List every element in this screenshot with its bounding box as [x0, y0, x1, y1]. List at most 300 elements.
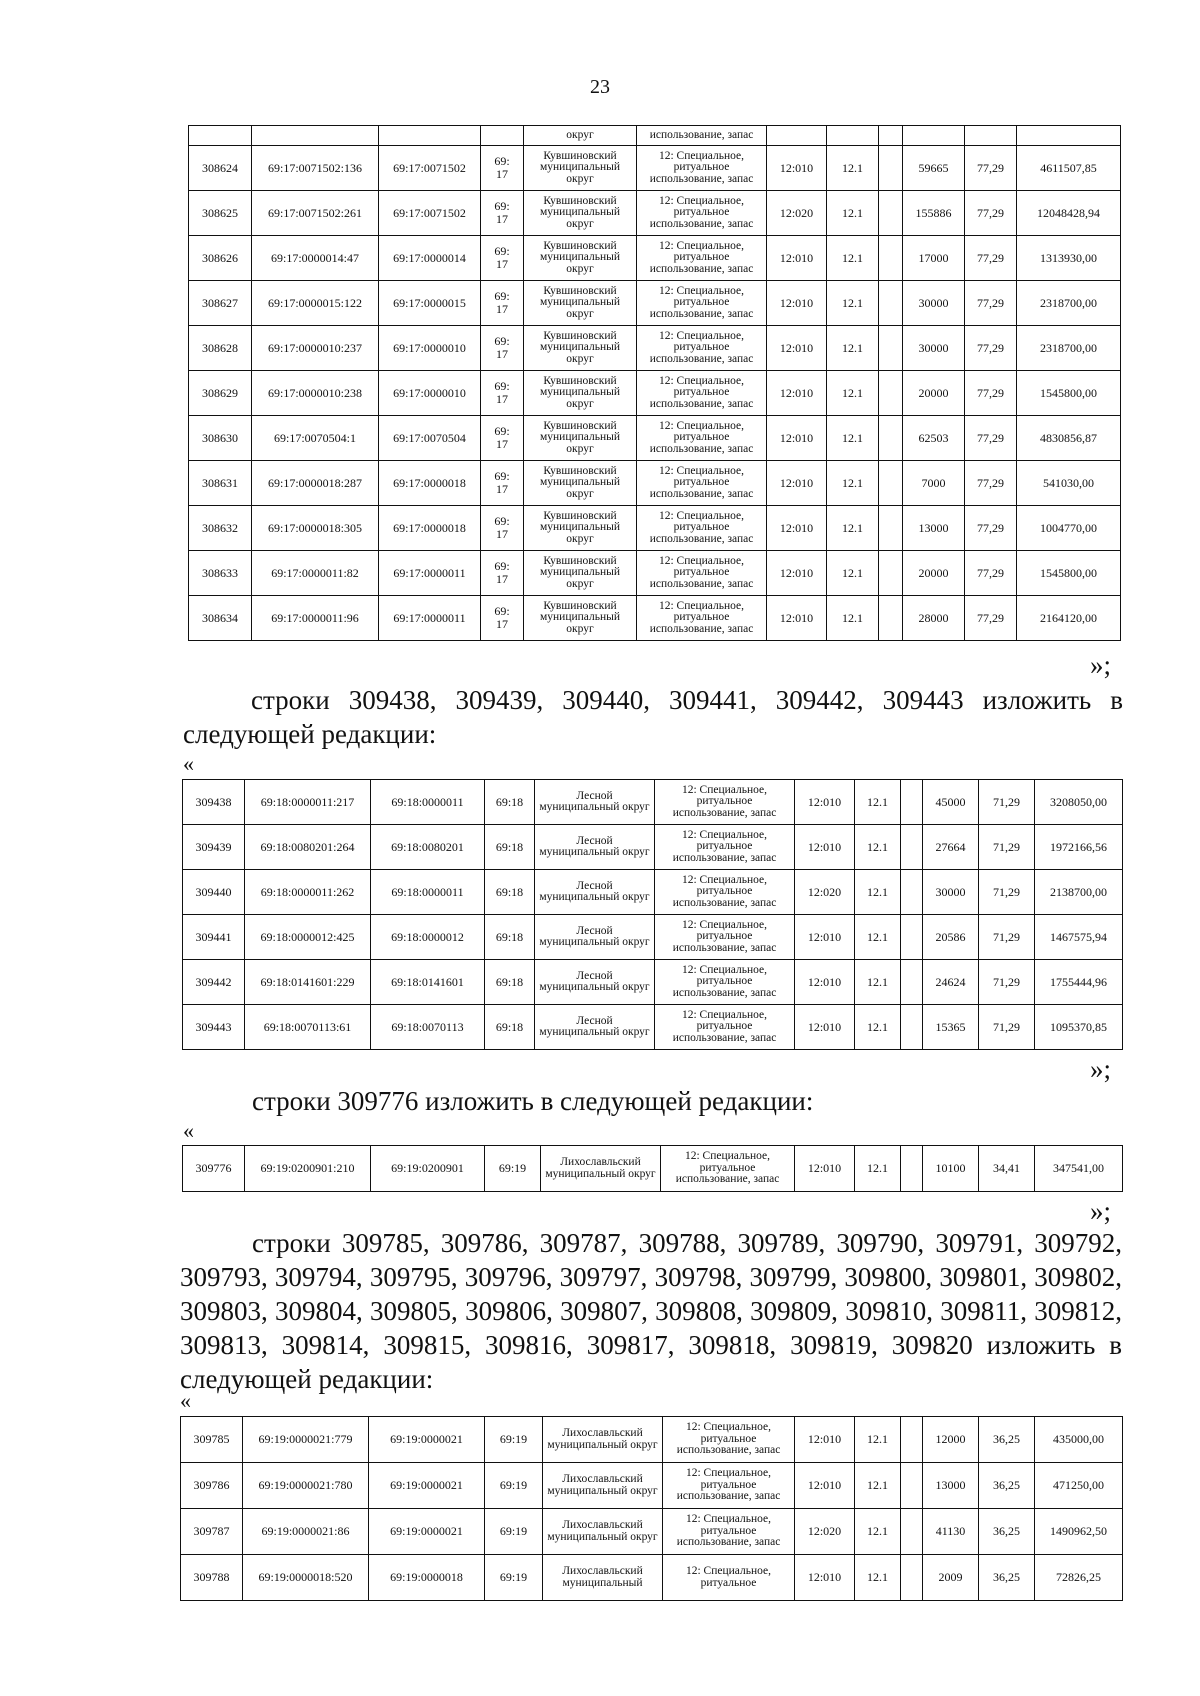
cell-district-code: 69:18 [485, 780, 535, 825]
cell-row-number: 308634 [189, 596, 252, 641]
cell-group-code [767, 126, 827, 146]
cell-land-use-category: 12: Специальное, ритуальное использование, запас [637, 596, 767, 641]
cell-quarter-number: 69:19:0000021 [369, 1463, 485, 1509]
cell-land-use-category: 12: Специальное, ритуальное использование, запас [663, 1417, 795, 1463]
cell-area: 13000 [923, 1463, 979, 1509]
cell-specific-value: 71,29 [979, 780, 1035, 825]
cell-municipality: Кувшиновский муниципальный округ [524, 281, 637, 326]
cell-group-code: 12:020 [795, 870, 855, 915]
cell-row-number: 309442 [183, 960, 245, 1005]
cell-municipality: Кувшиновский муниципальный округ [524, 596, 637, 641]
cell-subgroup: 12.1 [855, 915, 901, 960]
cell-specific-value: 36,25 [979, 1555, 1035, 1601]
cell-land-use-category: 12: Специальное, ритуальное использование, запас [655, 825, 795, 870]
cell-municipality: Кувшиновский муниципальный округ [524, 416, 637, 461]
cell-district-code [481, 126, 524, 146]
cell-land-use-category: 12: Специальное, ритуальное использование, запас [637, 506, 767, 551]
cell-group-code: 12:010 [795, 1417, 855, 1463]
cell-subgroup: 12.1 [827, 461, 879, 506]
table-row [183, 960, 1123, 1005]
table-row [181, 1463, 1123, 1509]
cell-subgroup: 12.1 [827, 416, 879, 461]
cell-subgroup: 12.1 [855, 825, 901, 870]
cell-quarter-number: 69:17:0071502 [379, 146, 481, 191]
cell-quarter-number: 69:18:0070113 [371, 1005, 485, 1050]
cell-land-use-category: 12: Специальное, ритуальное использование, запас [655, 915, 795, 960]
cell-quarter-number: 69:18:0080201 [371, 825, 485, 870]
cell-cadastral-number: 69:18:0080201:264 [245, 825, 371, 870]
cell-area: 2009 [923, 1555, 979, 1601]
cell-empty-cell [879, 191, 903, 236]
cell-cadastral-number: 69:17:0000011:82 [252, 551, 379, 596]
cell-subgroup: 12.1 [827, 371, 879, 416]
closing-quote: »; [1090, 1196, 1112, 1226]
cell-land-use-category: использование, запас [637, 126, 767, 146]
cell-land-use-category: 12: Специальное, ритуальное использование, запас [637, 281, 767, 326]
cell-area: 12000 [923, 1417, 979, 1463]
cell-cadastral-number: 69:18:0141601:229 [245, 960, 371, 1005]
cell-land-use-category: 12: Специальное, ритуальное использование, запас [663, 1463, 795, 1509]
cell-group-code: 12:010 [795, 1463, 855, 1509]
cell-empty-cell [879, 506, 903, 551]
cell-land-use-category: 12: Специальное, ритуальное использование, запас [637, 461, 767, 506]
cell-cadastral-value: 1545800,00 [1017, 371, 1121, 416]
cell-quarter-number: 69:18:0141601 [371, 960, 485, 1005]
cell-group-code: 12:010 [767, 416, 827, 461]
cell-quarter-number: 69:19:0000021 [369, 1417, 485, 1463]
cell-district-code: 69: 17 [481, 461, 524, 506]
cell-cadastral-value: 72826,25 [1035, 1555, 1123, 1601]
table-row [183, 780, 1123, 825]
cell-municipality: Лесной муниципальный округ [535, 870, 655, 915]
cell-subgroup: 12.1 [827, 506, 879, 551]
cell-row-number: 308629 [189, 371, 252, 416]
cell-cadastral-value [1017, 126, 1121, 146]
cell-cadastral-value: 4611507,85 [1017, 146, 1121, 191]
cell-empty-cell [901, 1509, 923, 1555]
cell-quarter-number: 69:18:0000012 [371, 915, 485, 960]
cell-cadastral-value: 1004770,00 [1017, 506, 1121, 551]
cell-row-number: 308628 [189, 326, 252, 371]
cell-municipality: Кувшиновский муниципальный округ [524, 461, 637, 506]
cell-area: 13000 [903, 506, 965, 551]
cell-land-use-category: 12: Специальное, ритуальное использование, запас [637, 416, 767, 461]
cell-specific-value: 77,29 [965, 551, 1017, 596]
cell-cadastral-value: 2318700,00 [1017, 326, 1121, 371]
cell-cadastral-number: 69:18:0000011:262 [245, 870, 371, 915]
cell-cadastral-value: 1545800,00 [1017, 551, 1121, 596]
cell-subgroup: 12.1 [827, 146, 879, 191]
cell-subgroup: 12.1 [855, 780, 901, 825]
cell-row-number [189, 126, 252, 146]
cell-cadastral-number: 69:17:0000018:287 [252, 461, 379, 506]
cell-row-number: 308627 [189, 281, 252, 326]
table-row [183, 1005, 1123, 1050]
table-row [189, 551, 1121, 596]
cell-specific-value: 36,25 [979, 1463, 1035, 1509]
cell-area: 155886 [903, 191, 965, 236]
cell-empty-cell [901, 870, 923, 915]
cell-group-code: 12:010 [795, 825, 855, 870]
table-row [189, 281, 1121, 326]
cell-subgroup: 12.1 [827, 236, 879, 281]
cell-subgroup: 12.1 [855, 1417, 901, 1463]
cell-area: 20000 [903, 371, 965, 416]
cell-land-use-category: 12: Специальное, ритуальное использование, запас [637, 146, 767, 191]
cell-group-code: 12:010 [767, 146, 827, 191]
cell-row-number: 309786 [181, 1463, 243, 1509]
cell-specific-value: 77,29 [965, 191, 1017, 236]
cell-cadastral-value: 1490962,50 [1035, 1509, 1123, 1555]
opening-quote: « [183, 751, 194, 776]
cell-district-code: 69:18 [485, 870, 535, 915]
cell-land-use-category: 12: Специальное, ритуальное использование, запас [637, 191, 767, 236]
table-row [189, 191, 1121, 236]
cell-area: 10100 [923, 1146, 979, 1192]
cell-cadastral-number: 69:17:0000014:47 [252, 236, 379, 281]
cell-specific-value: 77,29 [965, 326, 1017, 371]
table-row [189, 416, 1121, 461]
cell-cadastral-number: 69:17:0000018:305 [252, 506, 379, 551]
cell-specific-value: 77,29 [965, 416, 1017, 461]
cell-cadastral-number: 69:19:0200901:210 [245, 1146, 371, 1192]
cell-row-number: 308625 [189, 191, 252, 236]
cell-empty-cell [879, 126, 903, 146]
cell-row-number: 309785 [181, 1417, 243, 1463]
cell-group-code: 12:010 [795, 960, 855, 1005]
cell-cadastral-value: 1313930,00 [1017, 236, 1121, 281]
cell-district-code: 69:19 [485, 1146, 541, 1192]
cell-quarter-number: 69:17:0071502 [379, 191, 481, 236]
cell-cadastral-value: 3208050,00 [1035, 780, 1123, 825]
cell-area: 7000 [903, 461, 965, 506]
cell-cadastral-number [252, 126, 379, 146]
cell-area: 41130 [923, 1509, 979, 1555]
cell-cadastral-value: 471250,00 [1035, 1463, 1123, 1509]
cell-land-use-category: 12: Специальное, ритуальное использование, запас [661, 1146, 795, 1192]
cell-district-code: 69: 17 [481, 326, 524, 371]
cell-area: 15365 [923, 1005, 979, 1050]
cell-row-number: 309441 [183, 915, 245, 960]
cell-area: 30000 [903, 326, 965, 371]
cell-group-code: 12:010 [767, 596, 827, 641]
cell-cadastral-value: 2318700,00 [1017, 281, 1121, 326]
table-row [183, 825, 1123, 870]
cell-subgroup: 12.1 [827, 281, 879, 326]
closing-quote: »; [1090, 650, 1112, 680]
cell-row-number: 309788 [181, 1555, 243, 1601]
cell-quarter-number: 69:19:0200901 [371, 1146, 485, 1192]
cell-municipality: округ [524, 126, 637, 146]
cell-specific-value: 71,29 [979, 960, 1035, 1005]
cell-empty-cell [901, 1555, 923, 1601]
cell-group-code: 12:010 [795, 1146, 855, 1192]
cell-land-use-category: 12: Специальное, ритуальное использование, запас [637, 371, 767, 416]
cell-district-code: 69: 17 [481, 146, 524, 191]
cell-municipality: Кувшиновский муниципальный округ [524, 551, 637, 596]
cell-quarter-number: 69:18:0000011 [371, 870, 485, 915]
cell-empty-cell [901, 1005, 923, 1050]
cell-specific-value: 71,29 [979, 1005, 1035, 1050]
cell-specific-value: 71,29 [979, 915, 1035, 960]
registry-table-likhoslavl-single [182, 1145, 1123, 1192]
cell-district-code: 69: 17 [481, 191, 524, 236]
cell-row-number: 308633 [189, 551, 252, 596]
cell-group-code: 12:020 [795, 1509, 855, 1555]
cell-specific-value [965, 126, 1017, 146]
table-row [183, 1146, 1123, 1192]
cell-cadastral-number: 69:18:0000012:425 [245, 915, 371, 960]
cell-row-number: 309787 [181, 1509, 243, 1555]
cell-cadastral-value: 1095370,85 [1035, 1005, 1123, 1050]
cell-row-number: 309438 [183, 780, 245, 825]
cell-group-code: 12:010 [795, 1005, 855, 1050]
cell-cadastral-number: 69:18:0000011:217 [245, 780, 371, 825]
opening-quote: « [183, 1118, 194, 1143]
cell-quarter-number: 69:17:0000011 [379, 551, 481, 596]
cell-land-use-category: 12: Специальное, ритуальное использование, запас [655, 960, 795, 1005]
cell-group-code: 12:010 [767, 281, 827, 326]
table-row [181, 1509, 1123, 1555]
cell-area: 20000 [903, 551, 965, 596]
cell-area: 28000 [903, 596, 965, 641]
cell-cadastral-number: 69:17:0000010:238 [252, 371, 379, 416]
cell-cadastral-number: 69:18:0070113:61 [245, 1005, 371, 1050]
cell-area: 59665 [903, 146, 965, 191]
cell-quarter-number: 69:17:0070504 [379, 416, 481, 461]
cell-municipality: Кувшиновский муниципальный округ [524, 326, 637, 371]
cell-group-code: 12:010 [767, 371, 827, 416]
cell-municipality: Лихославльский муниципальный округ [543, 1509, 663, 1555]
cell-district-code: 69:18 [485, 1005, 535, 1050]
cell-group-code: 12:020 [767, 191, 827, 236]
cell-empty-cell [879, 416, 903, 461]
cell-empty-cell [879, 596, 903, 641]
cell-cadastral-value: 1755444,96 [1035, 960, 1123, 1005]
cell-empty-cell [879, 551, 903, 596]
cell-empty-cell [879, 371, 903, 416]
cell-cadastral-number: 69:17:0070504:1 [252, 416, 379, 461]
cell-subgroup: 12.1 [855, 1146, 901, 1192]
cell-municipality: Кувшиновский муниципальный округ [524, 506, 637, 551]
cell-district-code: 69:18 [485, 960, 535, 1005]
cell-cadastral-value: 435000,00 [1035, 1417, 1123, 1463]
cell-group-code: 12:010 [767, 236, 827, 281]
cell-area: 30000 [923, 870, 979, 915]
cell-cadastral-value: 2164120,00 [1017, 596, 1121, 641]
cell-group-code: 12:010 [767, 551, 827, 596]
cell-empty-cell [901, 1417, 923, 1463]
cell-specific-value: 77,29 [965, 281, 1017, 326]
cell-area: 27664 [923, 825, 979, 870]
cell-row-number: 308630 [189, 416, 252, 461]
cell-empty-cell [901, 825, 923, 870]
cell-municipality: Кувшиновский муниципальный округ [524, 146, 637, 191]
closing-quote: »; [1090, 1054, 1112, 1084]
cell-area: 62503 [903, 416, 965, 461]
paragraph-amend-309438: строки 309438, 309439, 309440, 309441, 309442, 309443 изложить в следующей редакции: [183, 685, 1123, 749]
cell-group-code: 12:010 [795, 1555, 855, 1601]
cell-area: 20586 [923, 915, 979, 960]
cell-cadastral-value: 1467575,94 [1035, 915, 1123, 960]
cell-cadastral-number: 69:19:0000021:86 [243, 1509, 369, 1555]
cell-district-code: 69:19 [485, 1555, 543, 1601]
table-row [183, 870, 1123, 915]
table-row [189, 371, 1121, 416]
cell-subgroup: 12.1 [855, 960, 901, 1005]
cell-row-number: 309440 [183, 870, 245, 915]
cell-specific-value: 77,29 [965, 461, 1017, 506]
page-number: 23 [590, 76, 610, 98]
cell-land-use-category: 12: Специальное, ритуальное использование, запас [637, 326, 767, 371]
cell-cadastral-number: 69:17:0000011:96 [252, 596, 379, 641]
cell-empty-cell [901, 1146, 923, 1192]
cell-subgroup: 12.1 [855, 1005, 901, 1050]
cell-specific-value: 71,29 [979, 870, 1035, 915]
cell-specific-value: 77,29 [965, 371, 1017, 416]
registry-table-likhoslavl [180, 1416, 1123, 1601]
table-row [189, 461, 1121, 506]
paragraph-amend-309776: строки 309776 изложить в следующей редакции: [252, 1086, 814, 1116]
cell-subgroup: 12.1 [855, 1463, 901, 1509]
cell-empty-cell [879, 326, 903, 371]
cell-municipality: Лесной муниципальный округ [535, 1005, 655, 1050]
table-header-row [189, 126, 1121, 146]
cell-quarter-number: 69:17:0000015 [379, 281, 481, 326]
cell-quarter-number: 69:19:0000018 [369, 1555, 485, 1601]
cell-empty-cell [879, 146, 903, 191]
table-row [189, 326, 1121, 371]
cell-land-use-category: 12: Специальное, ритуальное использование, запас [663, 1509, 795, 1555]
cell-empty-cell [901, 1463, 923, 1509]
cell-subgroup: 12.1 [827, 551, 879, 596]
cell-cadastral-number: 69:19:0000021:779 [243, 1417, 369, 1463]
cell-quarter-number: 69:17:0000014 [379, 236, 481, 281]
cell-municipality: Лихославльский муниципальный [543, 1555, 663, 1601]
cell-specific-value: 77,29 [965, 146, 1017, 191]
cell-municipality: Кувшиновский муниципальный округ [524, 191, 637, 236]
cell-specific-value: 77,29 [965, 596, 1017, 641]
cell-cadastral-value: 347541,00 [1035, 1146, 1123, 1192]
cell-row-number: 309439 [183, 825, 245, 870]
cell-district-code: 69:18 [485, 825, 535, 870]
cell-group-code: 12:010 [767, 461, 827, 506]
cell-cadastral-value: 1972166,56 [1035, 825, 1123, 870]
cell-district-code: 69:19 [485, 1417, 543, 1463]
cell-district-code: 69:18 [485, 915, 535, 960]
registry-table-lesnoy [182, 779, 1123, 1050]
cell-empty-cell [901, 915, 923, 960]
cell-municipality: Лесной муниципальный округ [535, 960, 655, 1005]
cell-cadastral-number: 69:17:0000015:122 [252, 281, 379, 326]
cell-area: 24624 [923, 960, 979, 1005]
cell-district-code: 69: 17 [481, 281, 524, 326]
cell-district-code: 69:19 [485, 1509, 543, 1555]
cell-empty-cell [879, 461, 903, 506]
cell-district-code: 69: 17 [481, 506, 524, 551]
cell-row-number: 309443 [183, 1005, 245, 1050]
cell-municipality: Лихославльский муниципальный округ [543, 1463, 663, 1509]
table-row [189, 596, 1121, 641]
cell-area: 17000 [903, 236, 965, 281]
cell-district-code: 69: 17 [481, 236, 524, 281]
table-row [189, 236, 1121, 281]
cell-specific-value: 36,25 [979, 1417, 1035, 1463]
cell-empty-cell [901, 780, 923, 825]
paragraph-amend-309785-309820: строки 309785, 309786, 309787, 309788, 309789, 309790, 309791, 309792, 309793, 309794, 309795, 309796, 309797, 309798, 309799, 309800, 309801, 309802, 309803, 309804, 309805, 309806, 309807, 309808, 309809, 309810, 309811, 309812, 309813, 309814, 309815, 309816, 309817, 309818, 309819, 309820 изложить в следующей редакции: [180, 1228, 1122, 1394]
cell-subgroup: 12.1 [855, 870, 901, 915]
cell-district-code: 69: 17 [481, 371, 524, 416]
cell-group-code: 12:010 [767, 506, 827, 551]
cell-row-number: 308632 [189, 506, 252, 551]
cell-land-use-category: 12: Специальное, ритуальное использование, запас [637, 551, 767, 596]
cell-subgroup: 12.1 [855, 1509, 901, 1555]
cell-group-code: 12:010 [795, 780, 855, 825]
cell-empty-cell [901, 960, 923, 1005]
cell-municipality: Лихославльский муниципальный округ [541, 1146, 661, 1192]
cell-row-number: 309776 [183, 1146, 245, 1192]
cell-quarter-number: 69:17:0000010 [379, 326, 481, 371]
cell-quarter-number: 69:17:0000018 [379, 506, 481, 551]
cell-specific-value: 77,29 [965, 236, 1017, 281]
cell-municipality: Лесной муниципальный округ [535, 915, 655, 960]
cell-district-code: 69: 17 [481, 596, 524, 641]
cell-subgroup: 12.1 [827, 191, 879, 236]
table-row [181, 1555, 1123, 1601]
cell-specific-value: 34,41 [979, 1146, 1035, 1192]
cell-municipality: Лесной муниципальный округ [535, 780, 655, 825]
cell-district-code: 69:19 [485, 1463, 543, 1509]
cell-cadastral-number: 69:17:0071502:136 [252, 146, 379, 191]
table-row [189, 506, 1121, 551]
cell-land-use-category: 12: Специальное, ритуальное [663, 1555, 795, 1601]
cell-area [903, 126, 965, 146]
opening-quote: « [180, 1388, 191, 1413]
registry-table-kuvshinovsky [188, 125, 1121, 641]
cell-land-use-category: 12: Специальное, ритуальное использование, запас [655, 780, 795, 825]
cell-row-number: 308626 [189, 236, 252, 281]
cell-subgroup: 12.1 [855, 1555, 901, 1601]
table-row [183, 915, 1123, 960]
cell-municipality: Кувшиновский муниципальный округ [524, 236, 637, 281]
cell-area: 45000 [923, 780, 979, 825]
cell-area: 30000 [903, 281, 965, 326]
cell-cadastral-number: 69:17:0000010:237 [252, 326, 379, 371]
cell-land-use-category: 12: Специальное, ритуальное использование, запас [655, 870, 795, 915]
cell-specific-value: 71,29 [979, 825, 1035, 870]
cell-row-number: 308631 [189, 461, 252, 506]
cell-quarter-number: 69:17:0000018 [379, 461, 481, 506]
cell-land-use-category: 12: Специальное, ритуальное использование, запас [637, 236, 767, 281]
cell-quarter-number [379, 126, 481, 146]
cell-cadastral-value: 541030,00 [1017, 461, 1121, 506]
cell-quarter-number: 69:19:0000021 [369, 1509, 485, 1555]
cell-subgroup: 12.1 [827, 326, 879, 371]
cell-quarter-number: 69:17:0000011 [379, 596, 481, 641]
cell-group-code: 12:010 [767, 326, 827, 371]
cell-cadastral-value: 4830856,87 [1017, 416, 1121, 461]
cell-row-number: 308624 [189, 146, 252, 191]
cell-municipality: Лесной муниципальный округ [535, 825, 655, 870]
cell-district-code: 69: 17 [481, 416, 524, 461]
cell-cadastral-number: 69:19:0000021:780 [243, 1463, 369, 1509]
cell-specific-value: 36,25 [979, 1509, 1035, 1555]
cell-subgroup [827, 126, 879, 146]
cell-cadastral-number: 69:19:0000018:520 [243, 1555, 369, 1601]
cell-land-use-category: 12: Специальное, ритуальное использование, запас [655, 1005, 795, 1050]
cell-group-code: 12:010 [795, 915, 855, 960]
cell-cadastral-value: 2138700,00 [1035, 870, 1123, 915]
